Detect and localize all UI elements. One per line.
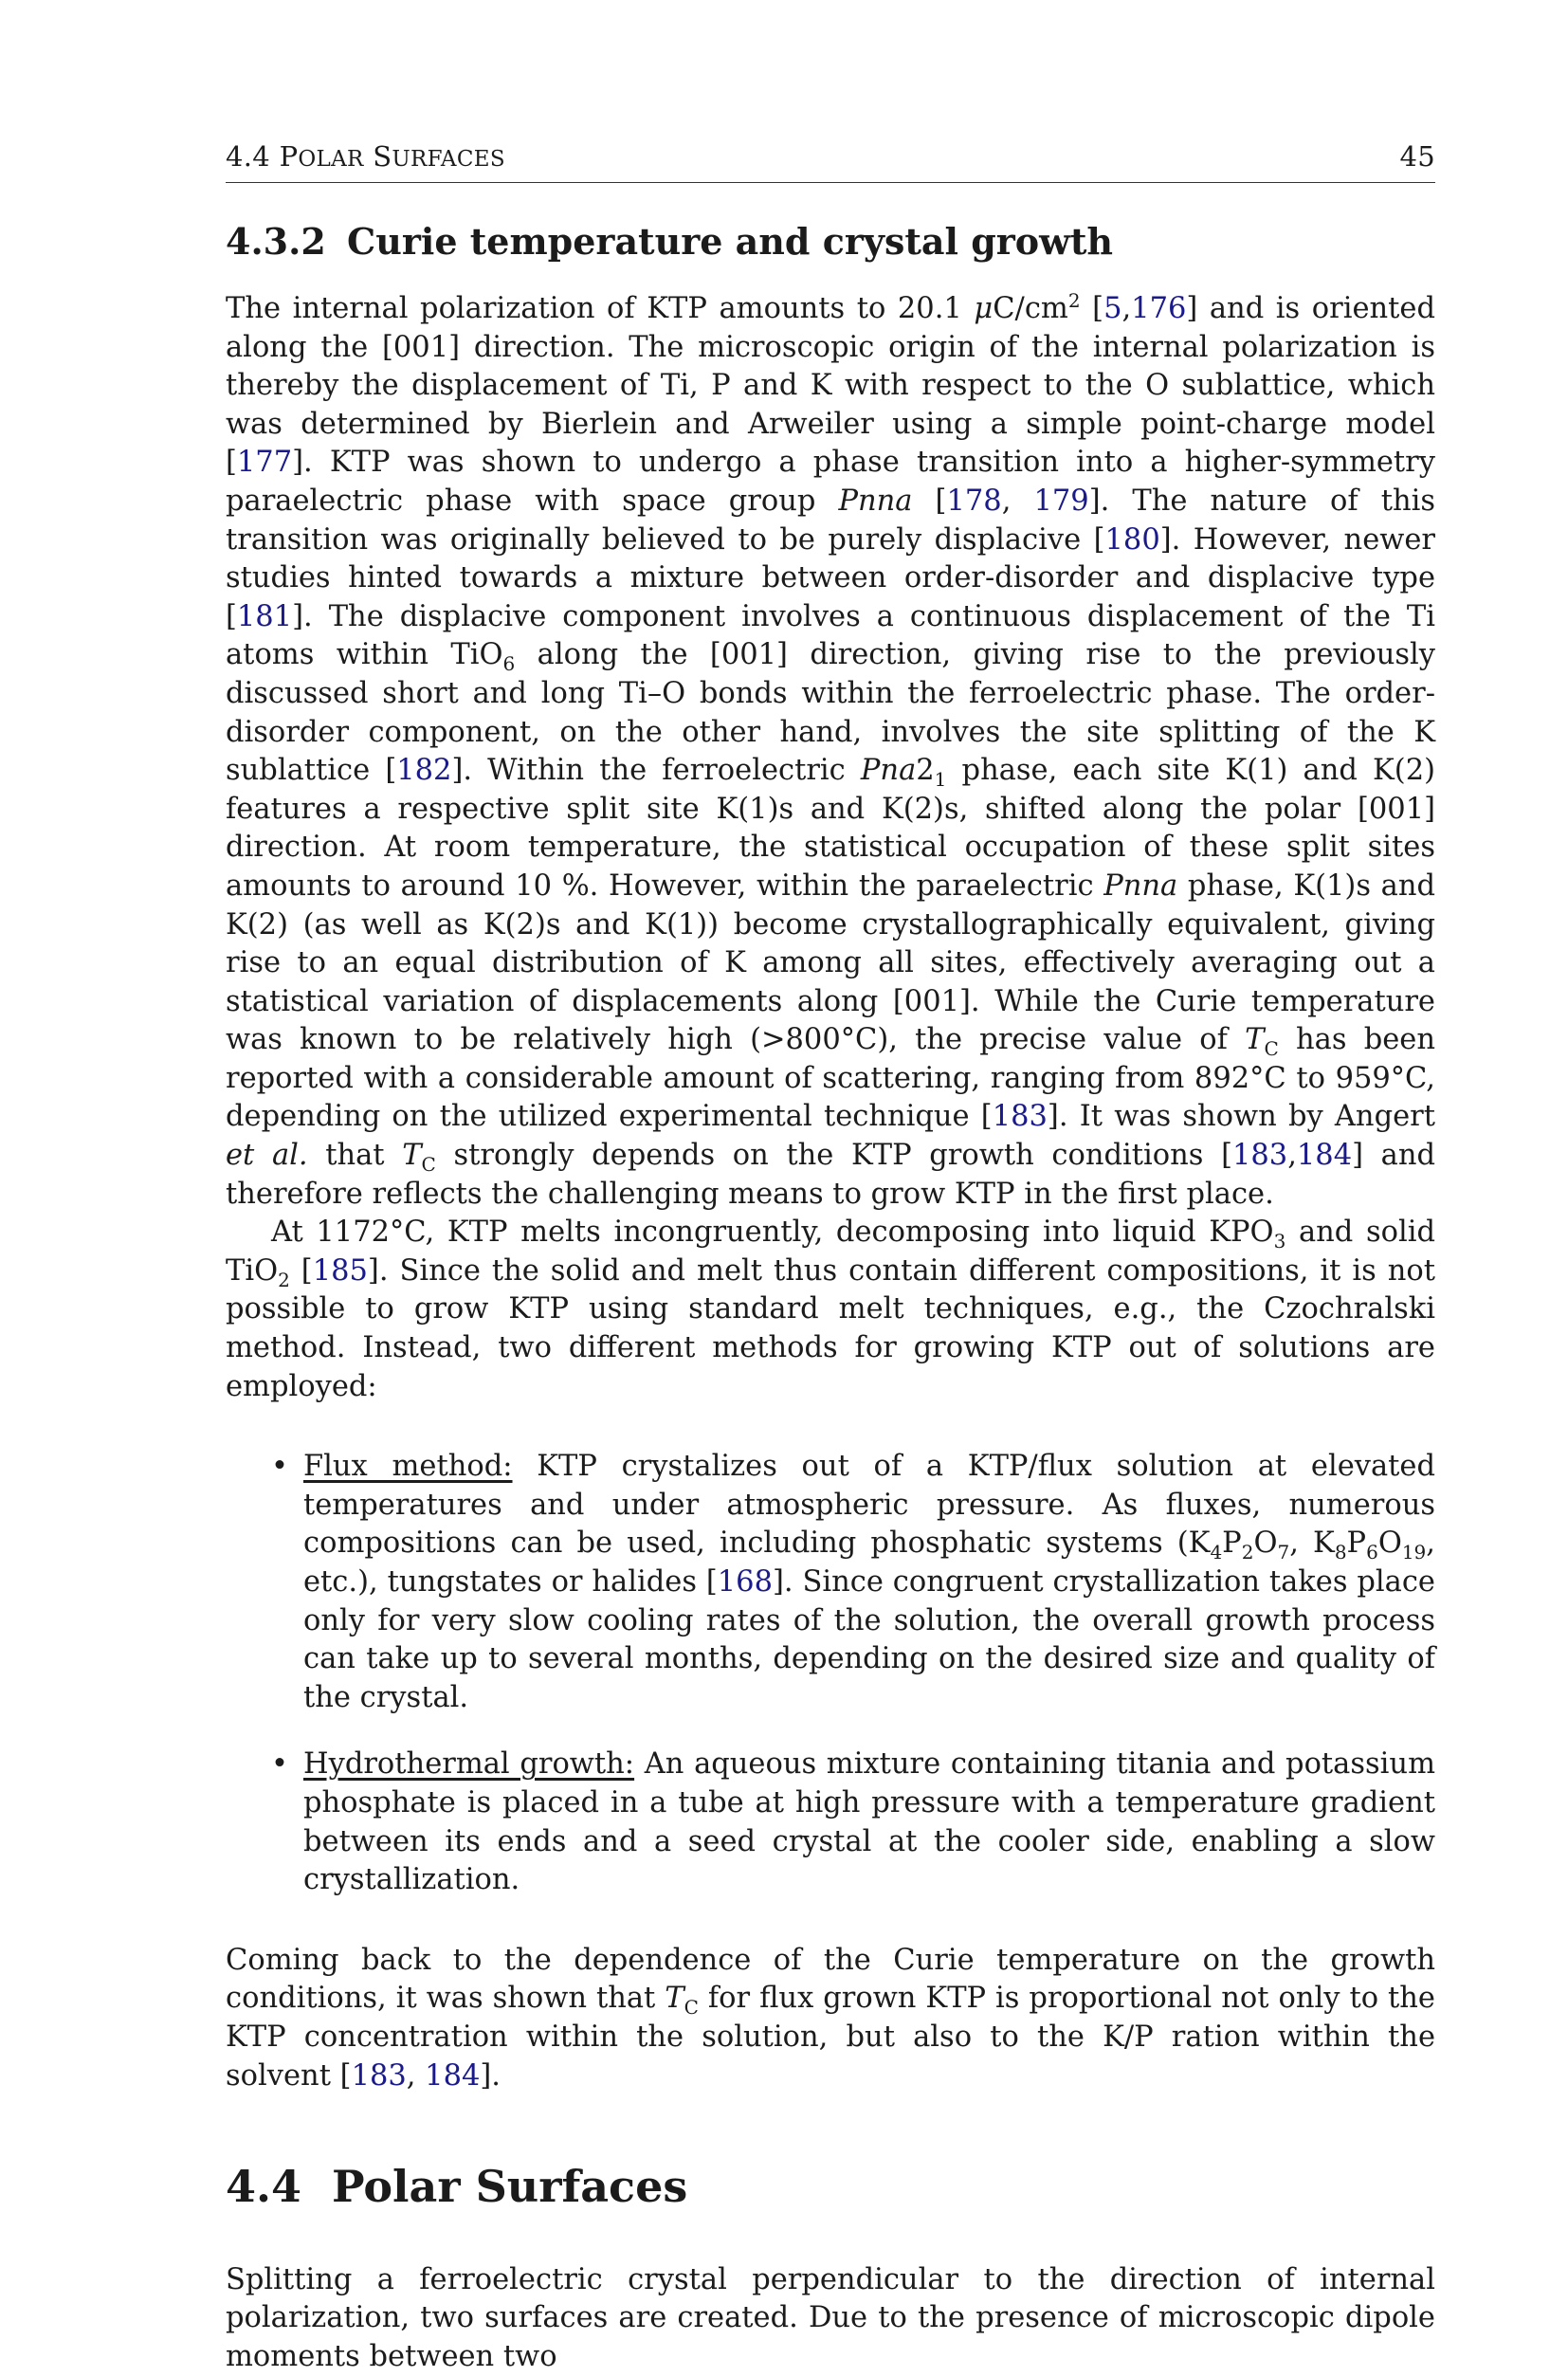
citation-link[interactable]: 179 — [1033, 484, 1089, 518]
citation-link[interactable]: 181 — [236, 599, 293, 633]
citation-link[interactable]: 176 — [1131, 292, 1187, 325]
list-item-hydrothermal-growth: • Hydrothermal growth: An aqueous mixture containing titania and potassium phosphate is placed in a tube at high pressure with a temperature gradient between its ends and a seed crystal at the cooler side, enabling a slow crystallization. — [303, 1746, 1435, 1899]
citation-link[interactable]: 183 — [992, 1100, 1048, 1134]
section-heading — [226, 2161, 1435, 2213]
section-number: 4.4 — [226, 2161, 302, 2213]
page-number: 45 — [1399, 140, 1435, 173]
subsection-title: Curie temperature and crystal growth — [347, 220, 1114, 263]
citation-link[interactable]: 168 — [717, 1565, 773, 1599]
growth-methods-list — [226, 1448, 1435, 1900]
citation-link[interactable]: 185 — [312, 1253, 368, 1288]
body-text — [226, 290, 1435, 2377]
list-item-flux-method: • Flux method: KTP crystalizes out of a KTP/flux solution at elevated temperatures and under atmospheric pressure. As fluxes, numerous compositions can be used, including phosphatic systems ($K_4P_2O_7$, $K_8P_6O_{19}$, etc.), tungstates or halides [168]. Since congruent crystallization takes place only for very slow cooling rates of the solution, the overall growth process can take up to several months, depending on the desired size and quality of the crystal. — [303, 1448, 1435, 1717]
subsection-heading — [226, 220, 1113, 263]
flux-method-label: Flux method: — [303, 1450, 513, 1484]
citation-link[interactable]: 182 — [396, 754, 452, 788]
citation-link[interactable]: 184 — [1296, 1139, 1353, 1173]
citation-link[interactable]: 180 — [1104, 522, 1160, 557]
paragraph-3: Coming back to the dependence of the Curie temperature on the growth conditions, it was shown that $T_C$ for flux grown KTP is proportional not only to the KTP concentration within the solution, but also to the K/P ration within the solvent [183, 184]. — [226, 1943, 1435, 2093]
citation-link[interactable]: 184 — [425, 2058, 481, 2093]
citation-link[interactable]: 5 — [1103, 292, 1122, 325]
running-header-section: 4.4 POLAR SURFACES — [226, 140, 505, 173]
running-header — [226, 140, 1435, 183]
section-title: Polar Surfaces — [332, 2161, 688, 2213]
citation-link[interactable]: 183 — [1231, 1139, 1288, 1173]
citation-link[interactable]: 178 — [946, 484, 1002, 518]
paragraph-1: The internal polarization of KTP amounts to 20.1 $\mu C/cm^2$ [5,176] and is oriented along the [001] direction. The microscopic origin of the internal polarization is thereby the displacement of Ti, P and K with respect to the O sublattice, which was determined by Bierlein and Arweiler using a simple point-charge model [177]. KTP was shown to undergo a phase transition into a higher-symmetry paraelectric phase with space group Pnna [178, 179]. The nature of this transition was originally believed to be purely displacive [180]. However, newer studies hinted towards a mixture between order-disorder and displacive type [181]. The displacive component involves a continuous displacement of the Ti atoms within TiO$_6$ along the [001] direction, giving rise to the previously discussed short and long Ti–O bonds within the ferroelectric phase. The order-disorder component, on the other hand, involves the site splitting of the K sublattice [182]. Within the ferroelectric $Pna2_1$ phase, each site K(1) and K(2) features a respective split site K(1)s and K(2)s, shifted along the polar [001] direction. At room temperature, the statistical occupation of these split sites amounts to around 10 %. However, within the paraelectric Pnna phase, K(1)s and K(2) (as well as K(2)s and K(1)) become crystallographically equivalent, giving rise to an equal distribution of K among all sites, effectively averaging out a statistical variation of displacements along [001]. While the Curie temperature was known to be relatively high (>800°C), the precise value of $T_C$ has been reported with a considerable amount of scattering, ranging from 892°C to 959°C, depending on the utilized experimental technique [183]. It was shown by Angert et al. that $T_C$ strongly depends on the KTP growth conditions [183,184] and therefore reflects the challenging means to grow KTP in the first place. — [226, 288, 1436, 1211]
citation-link[interactable]: 177 — [236, 446, 293, 480]
paragraph-4: Splitting a ferroelectric crystal perpendicular to the direction of internal polarization, two surfaces are created. Due to the presence of microscopic dipole moments between two — [226, 2262, 1435, 2373]
subsection-number: 4.3.2 — [226, 220, 326, 263]
hydrothermal-growth-label: Hydrothermal growth: — [303, 1747, 635, 1782]
paragraph-2: At 1172°C, KTP melts incongruently, decomposing into liquid $KPO_3$ and solid TiO$_2$ [185]. Since the solid and melt thus contain different compositions, it is not possible to grow KTP using standard melt techniques, e.g., the Czochralski method. Instead, two different methods for growing KTP out of solutions are employed: — [226, 1216, 1435, 1403]
citation-link[interactable]: 183 — [351, 2058, 407, 2093]
